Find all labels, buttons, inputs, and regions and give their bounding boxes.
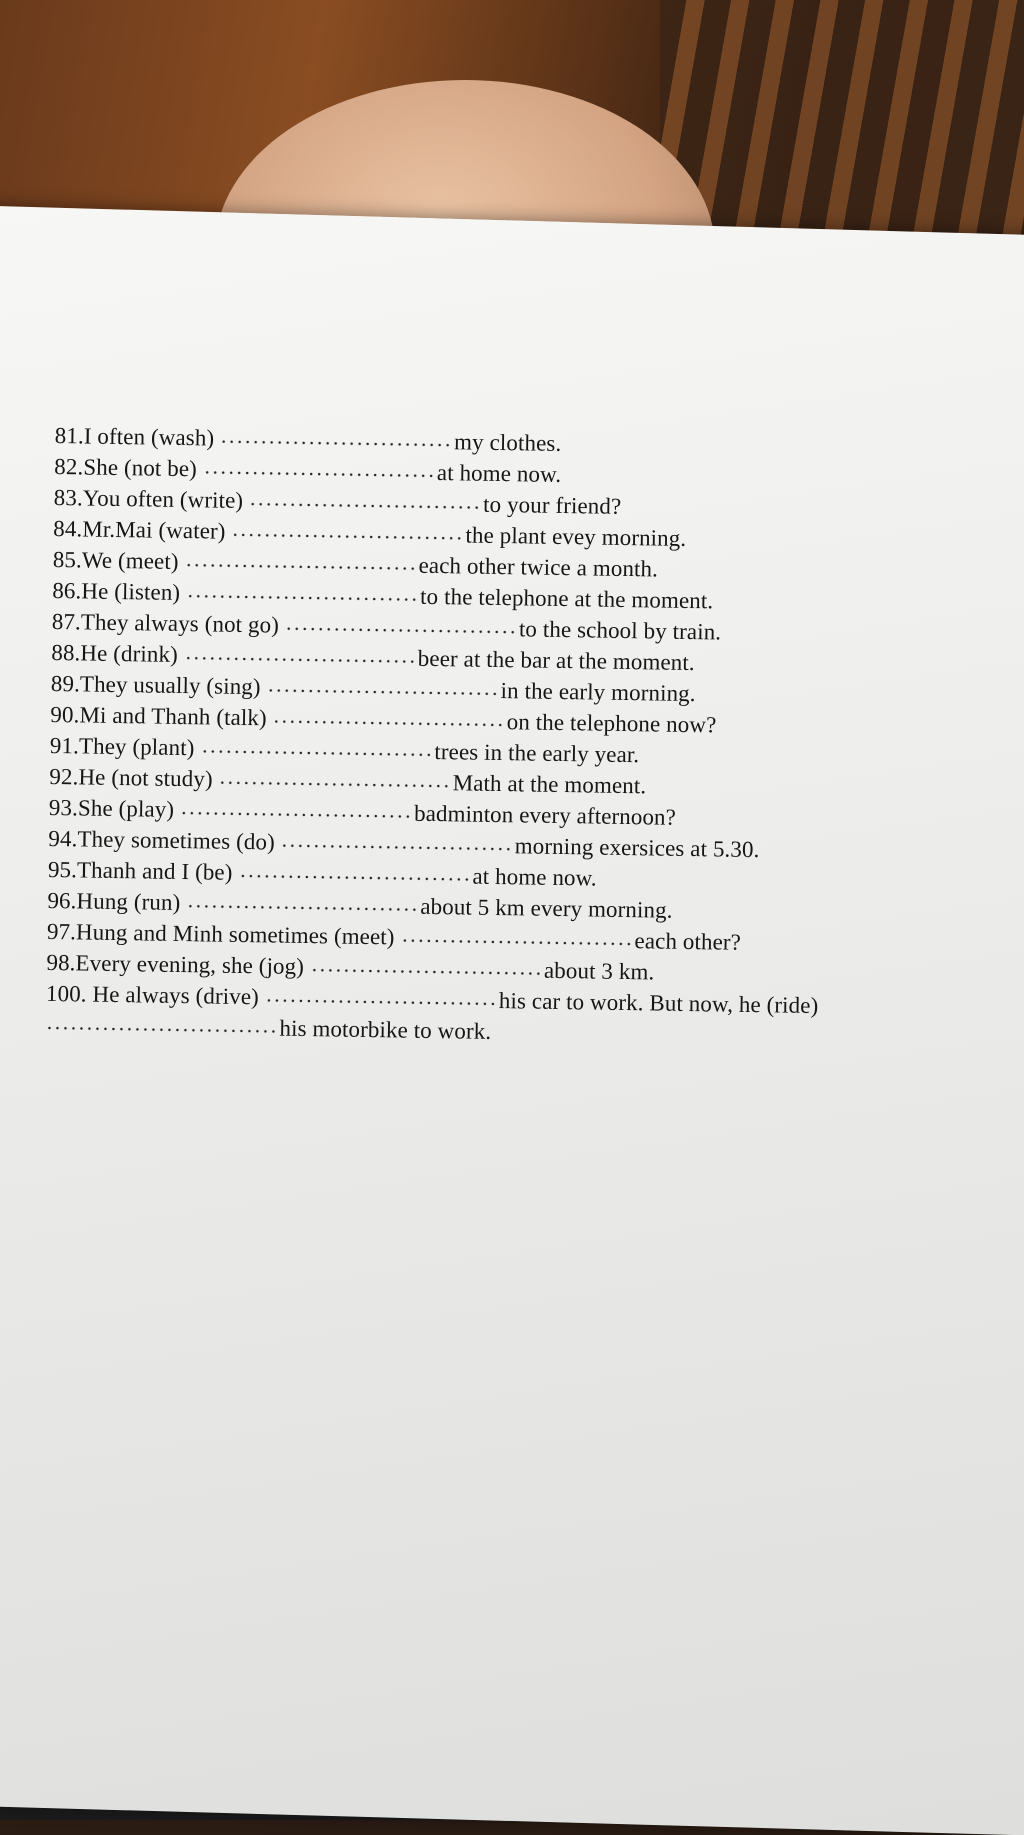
exercise-ending: his car to work. But now, he (ride) xyxy=(498,988,819,1019)
exercise-prompt: He (not study) xyxy=(78,764,213,792)
exercise-ending: to the telephone at the moment. xyxy=(419,583,714,614)
answer-blank[interactable] xyxy=(186,586,416,604)
exercise-prompt: Mi and Thanh (talk) xyxy=(79,702,267,731)
exercise-ending: badminton every afternoon? xyxy=(413,800,677,830)
exercise-number: 81. xyxy=(54,422,85,449)
exercise-number: 85. xyxy=(52,546,83,573)
exercise-number: 88. xyxy=(51,639,81,666)
exercise-number: 84. xyxy=(53,515,83,542)
exercise-prompt: Hung and Minh sometimes (meet) xyxy=(75,919,395,950)
exercise-ending: each other? xyxy=(634,928,742,955)
answer-blank[interactable] xyxy=(200,741,430,759)
exercise-number: 83. xyxy=(53,484,84,511)
exercise-ending: at home now. xyxy=(436,460,562,487)
exercise-number: 90. xyxy=(50,701,80,728)
exercise-number: 92. xyxy=(49,763,79,790)
answer-blank[interactable] xyxy=(265,990,495,1008)
exercise-prompt: I often (wash) xyxy=(83,423,215,451)
answer-blank[interactable] xyxy=(267,680,497,698)
answer-blank[interactable] xyxy=(219,773,449,791)
exercise-number: 93. xyxy=(48,794,79,821)
exercise-prompt: She (not be) xyxy=(83,454,198,482)
answer-blank[interactable] xyxy=(203,462,433,480)
exercise-ending: to your friend? xyxy=(482,491,622,519)
answer-blank[interactable] xyxy=(220,432,450,450)
answer-blank[interactable] xyxy=(281,836,511,854)
answer-blank[interactable] xyxy=(180,803,410,821)
exercise-ending: to the school by train. xyxy=(518,616,722,645)
exercise-ending: on the telephone now? xyxy=(506,709,717,738)
exercise-prompt: He (listen) xyxy=(81,578,181,605)
exercise-prompt: Every evening, she (jog) xyxy=(75,950,305,979)
exercise-prompt: They (plant) xyxy=(78,733,195,761)
exercise-number: 98. xyxy=(46,949,76,976)
exercise-prompt: He always (drive) xyxy=(92,981,260,1010)
answer-blank[interactable] xyxy=(273,711,503,729)
exercise-prompt: They sometimes (do) xyxy=(77,826,276,855)
exercise-number: 94. xyxy=(48,825,78,852)
answer-blank[interactable] xyxy=(238,866,468,884)
answer-blank[interactable] xyxy=(400,930,630,948)
exercise-prompt: You often (write) xyxy=(82,485,244,513)
exercise-ending: the plant evey morning. xyxy=(465,522,687,551)
exercise-ending: about 5 km every morning. xyxy=(420,893,673,923)
exercise-prompt: Mr.Mai (water) xyxy=(82,516,226,544)
exercise-100-continuation: his motorbike to work. xyxy=(45,1009,1005,1055)
answer-blank[interactable] xyxy=(184,648,414,666)
exercise-prompt: They usually (sing) xyxy=(79,671,261,700)
exercise-prompt: Thanh and I (be) xyxy=(76,857,233,885)
exercise-ending: each other twice a month. xyxy=(418,552,659,582)
exercise-number: 95. xyxy=(47,856,78,883)
exercise-ending: morning exersices at 5.30. xyxy=(514,833,760,863)
exercise-ending: my clothes. xyxy=(453,429,562,456)
exercise-prompt: Hung (run) xyxy=(76,888,181,916)
exercise-prompt: They always (not go) xyxy=(80,609,280,638)
exercise-ending: about 3 km. xyxy=(543,957,655,985)
exercise-ending: Math at the moment. xyxy=(452,770,647,799)
exercise-number: 96. xyxy=(47,887,77,914)
exercise-ending: trees in the early year. xyxy=(434,739,640,768)
exercise-number: 89. xyxy=(50,670,81,697)
answer-blank-100b[interactable] xyxy=(45,1018,275,1036)
answer-blank[interactable] xyxy=(231,525,461,543)
exercise-number: 100. xyxy=(45,980,93,1007)
answer-blank[interactable] xyxy=(249,494,479,512)
exercise-prompt: She (play) xyxy=(77,795,175,822)
exercise-number: 86. xyxy=(52,577,82,604)
exercise-number: 87. xyxy=(51,608,82,635)
exercise-number: 97. xyxy=(46,918,77,945)
exercise-number: 82. xyxy=(54,453,84,480)
exercise-prompt: He (drink) xyxy=(80,640,179,667)
answer-blank[interactable] xyxy=(310,960,540,978)
worksheet-exercise-list xyxy=(45,420,1015,1055)
answer-blank[interactable] xyxy=(184,555,414,573)
answer-blank[interactable] xyxy=(285,619,515,637)
exercise-number: 91. xyxy=(49,732,80,759)
exercise-ending: beer at the bar at the moment. xyxy=(417,645,695,676)
exercise-ending: in the early morning. xyxy=(500,678,696,707)
exercise-prompt: We (meet) xyxy=(81,547,179,574)
exercise-ending: at home now. xyxy=(472,863,597,891)
answer-blank[interactable] xyxy=(186,896,416,914)
